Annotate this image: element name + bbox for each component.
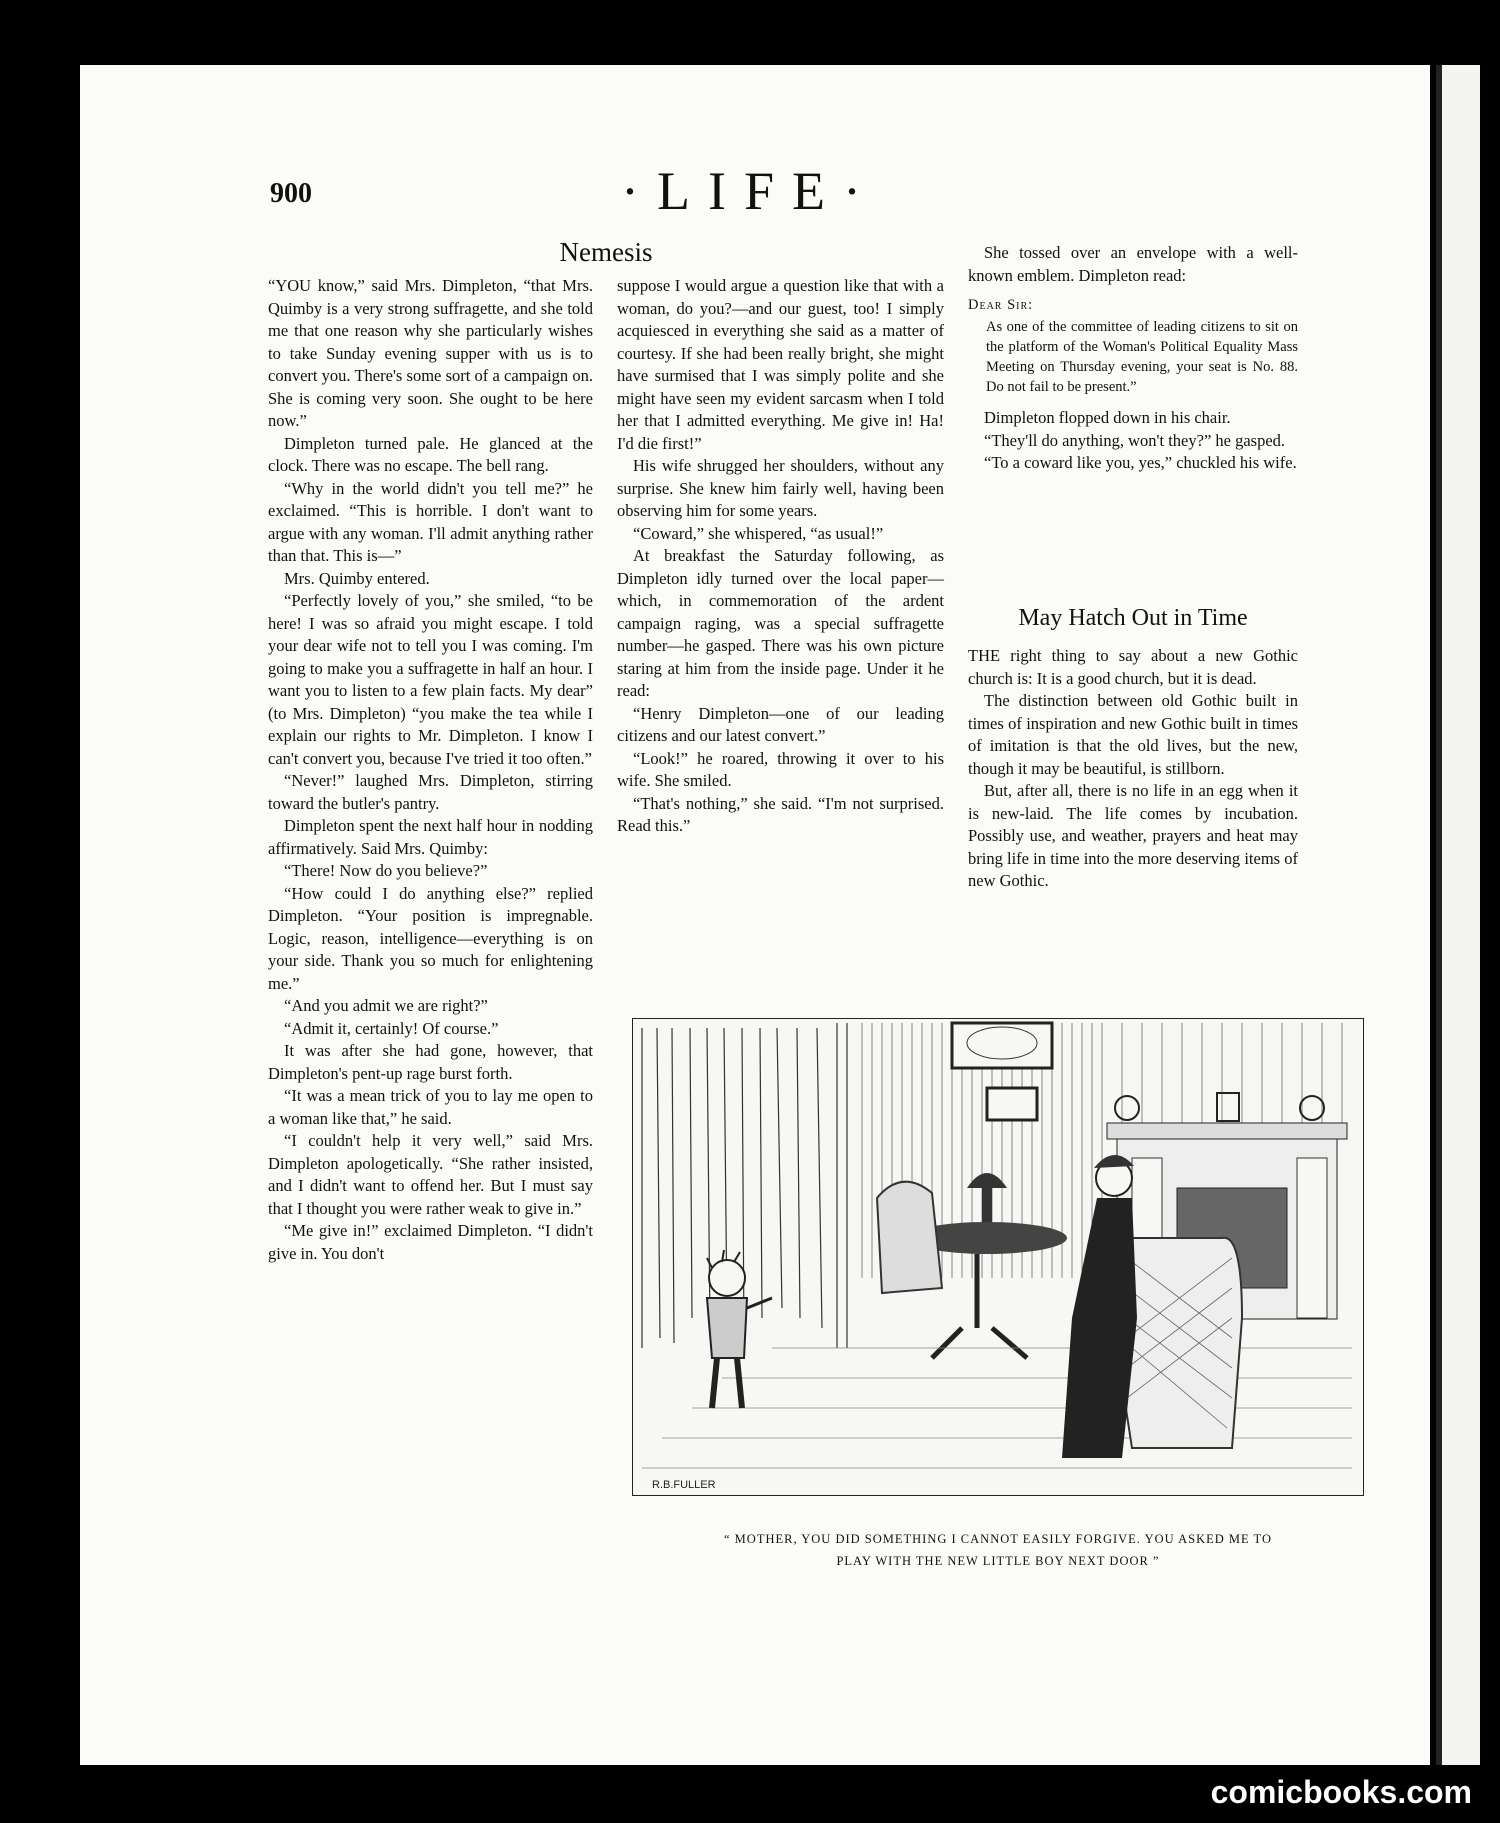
nemesis-paragraph: She tossed over an envelope with a well-known emblem. Dimpleton read: bbox=[968, 243, 1298, 285]
nemesis-paragraph: At breakfast the Saturday following, as Dimpleton idly turned over the local paper—which, in commemoration of the ardent campaign raging, was a special suffragette number—he gasped. There was his own picture staring at him from the inside page. Under it he read: bbox=[617, 546, 944, 700]
nemesis-paragraph: “Admit it, certainly! Of course.” bbox=[284, 1018, 499, 1038]
page-number: 900 bbox=[270, 178, 312, 209]
may-hatch-column bbox=[968, 645, 1298, 893]
nemesis-paragraph: “Perfectly lovely of you,” she smiled, “to be here! I was so afraid you might escape. I told your dear wife not to tell you I was coming. I'm going to make you a suffragette in half an hour. I want you to listen to a few plain facts. My dear” (to Mrs. Dimpleton) “you make the tea while I explain our rights to Mr. Dimpleton. I know I can't convert you, because I've tried it too often.” bbox=[268, 591, 593, 768]
invitation-letter bbox=[968, 295, 1298, 397]
nemesis-paragraph: “Coward,” she whispered, “as usual!” bbox=[633, 523, 884, 543]
nemesis-paragraph: “Why in the world didn't you tell me?” he exclaimed. “This is horrible. I don't want to argue with any woman. I'll admit anything rather than that. This is—” bbox=[268, 478, 593, 565]
nemesis-paragraph: It was after she had gone, however, that Dimpleton's pent-up rage burst forth. bbox=[268, 1041, 593, 1083]
cartoon-illustration bbox=[632, 1018, 1364, 1496]
facing-page-edge bbox=[1436, 65, 1480, 1765]
nemesis-paragraph: “They'll do anything, won't they?” he gasped. bbox=[984, 430, 1286, 450]
nemesis-paragraph: suppose I would argue a question like that with a woman, do you?—and our guest, too! I simply acquiesced in everything she said as a matter of courtesy. If she had been really bright, she might have surmised that I was simply polite and she might have seen my evident sarcasm when I told her that I admitted everything. Me give in! Ha! I'd die first!” bbox=[617, 276, 944, 453]
nemesis-paragraph: “How could I do anything else?” replied Dimpleton. “Your position is impregnable. Logic, reason, intelligence—everything is on your side. Thank you so much for enlightening me.” bbox=[268, 883, 593, 993]
may-hatch-paragraph: THE right thing to say about a new Gothic church is: It is a good church, but it is dead. bbox=[968, 646, 1298, 688]
nemesis-paragraph: His wife shrugged her shoulders, without any surprise. She knew him fairly well, having been observing him for some years. bbox=[617, 456, 944, 520]
nemesis-title: Nemesis bbox=[559, 237, 653, 267]
nemesis-paragraph: “Never!” laughed Mrs. Dimpleton, stirring toward the butler's pantry. bbox=[268, 771, 593, 813]
nemesis-paragraph: Dimpleton turned pale. He glanced at the clock. There was no escape. The bell rang. bbox=[268, 433, 593, 475]
letter-salutation: Dear Sir: bbox=[968, 297, 1034, 313]
site-watermark: comicbooks.com bbox=[1210, 1774, 1472, 1810]
cartoon-signature: R.B.FULLER bbox=[652, 1479, 716, 1491]
nemesis-paragraph: “Henry Dimpleton—one of our leading citizens and our latest convert.” bbox=[617, 703, 944, 745]
nemesis-paragraph: “To a coward like you, yes,” chuckled his wife. bbox=[984, 453, 1297, 472]
nemesis-paragraph: “YOU know,” said Mrs. Dimpleton, “that Mrs. Quimby is a very strong suffragette, and she told me that one reason why she particularly wishes to take Sunday evening supper with us is to convert you. There's some sort of a campaign on. She is coming very soon. She ought to be here now.” bbox=[268, 276, 593, 430]
nemesis-paragraph: “I couldn't help it very well,” said Mrs. Dimpleton apologetically. “She rather insisted, and I didn't want to offend her. But I must say that I thought you were rather weak to give in.” bbox=[268, 1131, 593, 1218]
nemesis-paragraph: Dimpleton flopped down in his chair. bbox=[984, 408, 1231, 427]
nemesis-paragraph: “It was a mean trick of you to lay me open to a woman like that,” he said. bbox=[268, 1086, 593, 1128]
nemesis-paragraph: Dimpleton spent the next half hour in nodding affirmatively. Said Mrs. Quimby: bbox=[268, 816, 593, 858]
may-hatch-paragraph: The distinction between old Gothic built in times of inspiration and new Gothic built in times of imitation is that the old lives, but the new, though it may be beautiful, is stillborn. bbox=[968, 691, 1298, 778]
may-hatch-paragraph: But, after all, there is no life in an egg when it is new-laid. The life comes by incubation. Possibly use, and weather, prayers and heat may bring life in time into the more deserving items of new Gothic. bbox=[968, 781, 1298, 890]
nemesis-column-3 bbox=[968, 242, 1298, 475]
caption-line-1: “ MOTHER, YOU DID SOMETHING I CANNOT EASILY FORGIVE. YOU ASKED ME TO bbox=[724, 1532, 1272, 1546]
nemesis-paragraph: “And you admit we are right?” bbox=[284, 996, 488, 1015]
nemesis-paragraph: Mrs. Quimby entered. bbox=[284, 568, 430, 588]
nemesis-paragraph: “There! Now do you believe?” bbox=[284, 861, 488, 880]
nemesis-paragraph: “Look!” he roared, throwing it over to his wife. She smiled. bbox=[617, 748, 944, 790]
nemesis-column-2 bbox=[617, 275, 944, 838]
may-hatch-title: May Hatch Out in Time bbox=[1018, 605, 1248, 631]
caption-line-2: PLAY WITH THE NEW LITTLE BOY NEXT DOOR ” bbox=[836, 1554, 1160, 1568]
binding-gutter bbox=[1436, 65, 1442, 1765]
nemesis-paragraph: “Me give in!” exclaimed Dimpleton. “I didn't give in. You don't bbox=[268, 1221, 593, 1263]
masthead-title: ·LIFE· bbox=[621, 161, 879, 221]
letter-body: As one of the committee of leading citizens to sit on the platform of the Woman's Political Equality Mass Meeting on Thursday evening, your seat is No. 88. Do not fail to be present.” bbox=[986, 319, 1298, 395]
nemesis-paragraph: “That's nothing,” she said. “I'm not surprised. Read this.” bbox=[617, 793, 944, 835]
nemesis-column-1 bbox=[268, 275, 593, 1265]
cartoon-caption bbox=[632, 1528, 1364, 1572]
